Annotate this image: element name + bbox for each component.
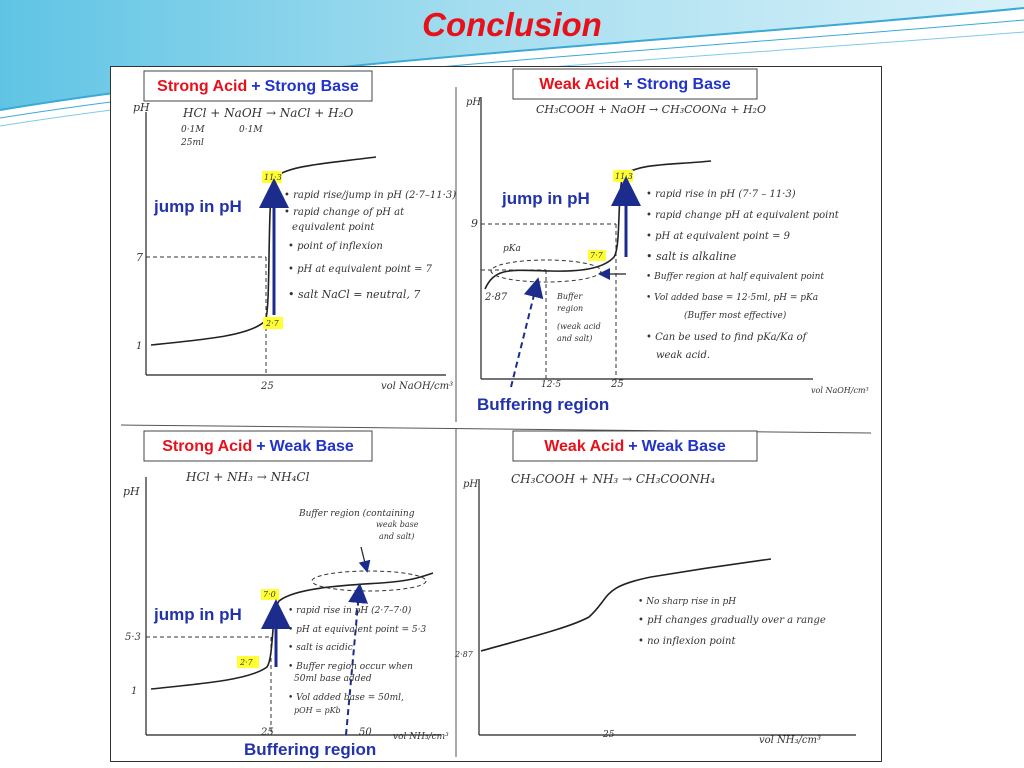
y-tick-1: 1 xyxy=(131,686,138,697)
y-axis-label: pH xyxy=(123,485,140,498)
panel-title: Weak Acid + Strong Base xyxy=(539,76,731,93)
x-tick-50: 50 xyxy=(359,727,372,738)
acid-concentration: 0·1M xyxy=(181,125,205,135)
buffer-region-ellipse xyxy=(312,571,426,591)
buffer-note-pointer xyxy=(361,547,366,567)
buffer-note-3: and salt) xyxy=(379,532,415,541)
panel-title: Strong Acid + Strong Base xyxy=(157,78,359,95)
x-tick-12-5: 12·5 xyxy=(541,380,562,390)
note-6: • Vol added base = 12·5ml, pH = pKa xyxy=(646,293,819,303)
note-6: • salt NaCl = neutral, 7 xyxy=(288,288,421,301)
x-axis-label: vol NaOH/cm³ xyxy=(811,386,869,395)
buffering-label: Buffering region xyxy=(477,395,610,414)
buffer-note-1: Buffer region (containing xyxy=(299,509,415,519)
pka-label: pKa xyxy=(503,244,521,254)
note-6: • Vol added base = 50ml, xyxy=(288,693,404,703)
note-2: • rapid change pH at equivalent point xyxy=(646,210,839,221)
equation: HCl + NaOH → NaCl + H₂O xyxy=(183,106,354,120)
mark-mid-label: 7·7 xyxy=(590,251,603,260)
note-1: • rapid rise in pH (7·7 – 11·3) xyxy=(646,189,796,200)
x-axis-label: vol NH₃/cm³ xyxy=(393,732,449,742)
titration-curves-figure xyxy=(110,66,882,762)
note-2: • pH changes gradually over a range xyxy=(638,615,826,626)
titration-diagram xyxy=(111,67,881,761)
note-3: • pH at equivalent point = 9 xyxy=(646,231,791,242)
note-2: • rapid change of pH at xyxy=(284,207,405,218)
y-tick-1: 1 xyxy=(136,341,143,352)
panel-title: Strong Acid + Weak Base xyxy=(162,438,354,455)
x-tick-25: 25 xyxy=(261,727,274,738)
buffering-arrow xyxy=(511,287,536,387)
panel-weak-acid-weak-base xyxy=(454,431,856,746)
buffer-note-2: region xyxy=(557,304,584,313)
note-9: weak acid. xyxy=(656,350,711,361)
titration-curve xyxy=(485,161,711,289)
buffer-note-3: (weak acid xyxy=(557,322,601,331)
y-axis-label: pH xyxy=(133,101,150,114)
y-tick-2-87: 2·87 xyxy=(485,292,508,303)
note-7: pOH = pKb xyxy=(294,706,341,715)
mark-bottom-label: 2·7 xyxy=(266,319,279,328)
mark-top-label: 11·3 xyxy=(264,173,282,182)
y-tick-9: 9 xyxy=(471,217,478,230)
x-tick-25: 25 xyxy=(261,381,274,392)
note-1: • rapid rise/jump in pH (2·7–11·3) xyxy=(284,190,457,201)
note-5: 50ml base added xyxy=(294,674,372,684)
x-axis-label: vol NaOH/cm³ xyxy=(381,381,454,392)
panel-strong-acid-weak-base xyxy=(123,431,449,759)
buffer-note-1: Buffer xyxy=(557,292,583,301)
note-3: • no inflexion point xyxy=(638,636,736,647)
jump-label: jump in pH xyxy=(502,189,590,208)
note-2: • pH at equivalent point = 5·3 xyxy=(288,625,427,635)
y-axis-label: pH xyxy=(463,479,479,490)
panel-strong-acid-strong-base xyxy=(133,71,456,392)
jump-label: jump in pH xyxy=(154,197,242,216)
jump-label: jump in pH xyxy=(154,605,242,624)
mark-top-label: 11·3 xyxy=(615,172,633,181)
note-3: • salt is acidic xyxy=(288,643,353,653)
note-3: equivalent point xyxy=(292,222,375,233)
mark-bottom-label: 2·7 xyxy=(240,658,253,667)
panel-weak-acid-strong-base xyxy=(466,69,869,414)
x-tick-25: 25 xyxy=(603,730,615,740)
acid-volume: 25ml xyxy=(181,138,204,148)
buffer-note-4: and salt) xyxy=(557,334,593,343)
buffering-label: Buffering region xyxy=(244,740,377,759)
note-7: (Buffer most effective) xyxy=(684,311,787,321)
equation: HCl + NH₃ → NH₄Cl xyxy=(186,470,310,484)
note-5: • Buffer region at half equivalent point xyxy=(646,272,825,282)
note-5: • pH at equivalent point = 7 xyxy=(288,264,433,275)
buffer-note-2: weak base xyxy=(376,520,419,529)
x-axis-label: vol NH₃/cm³ xyxy=(759,735,821,746)
slide-title: Conclusion xyxy=(422,6,602,43)
y-tick-5-3: 5·3 xyxy=(125,632,141,643)
y-axis-label: pH xyxy=(466,97,482,108)
note-1: • No sharp rise in pH xyxy=(638,597,737,607)
panel-title: Weak Acid + Weak Base xyxy=(544,438,726,455)
x-tick-25: 25 xyxy=(611,379,624,390)
equation: CH₃COOH + NH₃ → CH₃COONH₄ xyxy=(511,472,716,486)
mark-top-label: 7·0 xyxy=(263,590,276,599)
note-1: • rapid rise in pH (2·7–7·0) xyxy=(288,606,412,616)
y-tick-2-87: 2·87 xyxy=(455,650,473,659)
base-concentration: 0·1M xyxy=(239,125,263,135)
note-4: • point of inflexion xyxy=(288,241,383,252)
note-4: • Buffer region occur when xyxy=(288,662,413,672)
y-tick-7: 7 xyxy=(136,251,143,264)
equation: CH₃COOH + NaOH → CH₃COONa + H₂O xyxy=(536,103,766,116)
note-8: • Can be used to find pKa/Ka of xyxy=(646,332,807,343)
note-4: • salt is alkaline xyxy=(646,250,737,263)
